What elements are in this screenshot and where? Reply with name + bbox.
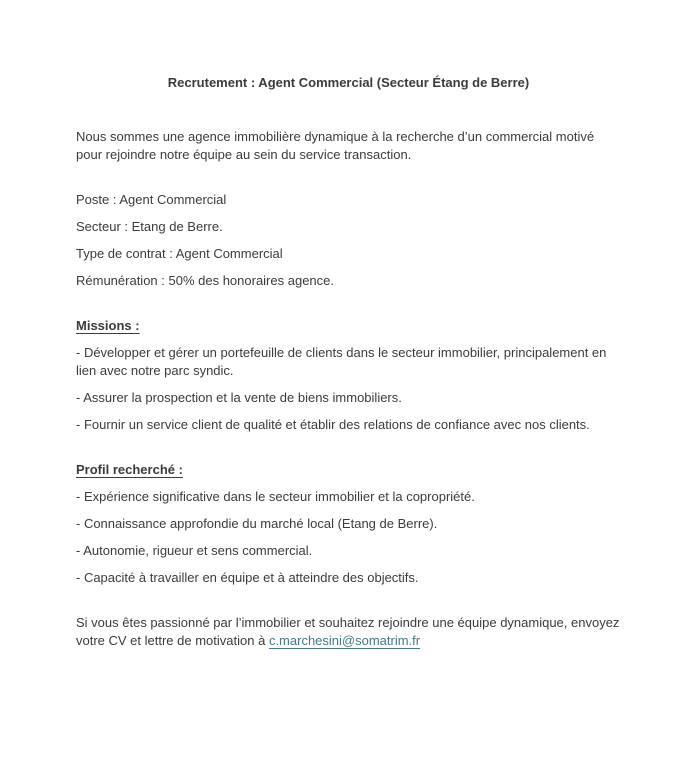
missions-heading: Missions : — [76, 318, 140, 333]
detail-type-contrat: Type de contrat : Agent Commercial — [76, 246, 283, 261]
profil-item: - Autonomie, rigueur et sens commercial. — [76, 543, 313, 558]
document-title: Recrutement : Agent Commercial (Secteur Étang de Berre) — [167, 75, 530, 90]
profil-item: - Connaissance approfondie du marché local (Etang de Berre). — [76, 516, 438, 531]
detail-secteur: Secteur : Etang de Berre. — [76, 219, 223, 234]
profil-item: - Expérience significative dans le secteur immobilier et la copropriété. — [76, 489, 475, 504]
profil-heading: Profil recherché : — [76, 462, 183, 477]
document-content — [76, 74, 621, 650]
detail-remuneration: Rémunération : 50% des honoraires agence. — [76, 273, 334, 288]
intro-paragraph: Nous sommes une agence immobilière dynamique à la recherche d’un commercial motivé pour rejoindre notre équipe au sein du service transaction. — [76, 129, 595, 162]
closing-text: Si vous êtes passionné par l’immobilier et souhaitez rejoindre une équipe dynamique, envoyez votre CV et lettre de motivation à — [76, 615, 620, 648]
closing-paragraph — [76, 614, 621, 650]
mission-item: - Développer et gérer un portefeuille de clients dans le secteur immobilier, principalement en lien avec notre parc syndic. — [76, 345, 607, 378]
email-link[interactable]: c.marchesini@somatrim.fr — [268, 633, 421, 648]
mission-item: - Fournir un service client de qualité et établir des relations de confiance avec nos clients. — [76, 417, 590, 432]
detail-poste: Poste : Agent Commercial — [76, 192, 227, 207]
profil-item: - Capacité à travailler en équipe et à atteindre des objectifs. — [76, 570, 419, 585]
mission-item: - Assurer la prospection et la vente de biens immobiliers. — [76, 390, 402, 405]
